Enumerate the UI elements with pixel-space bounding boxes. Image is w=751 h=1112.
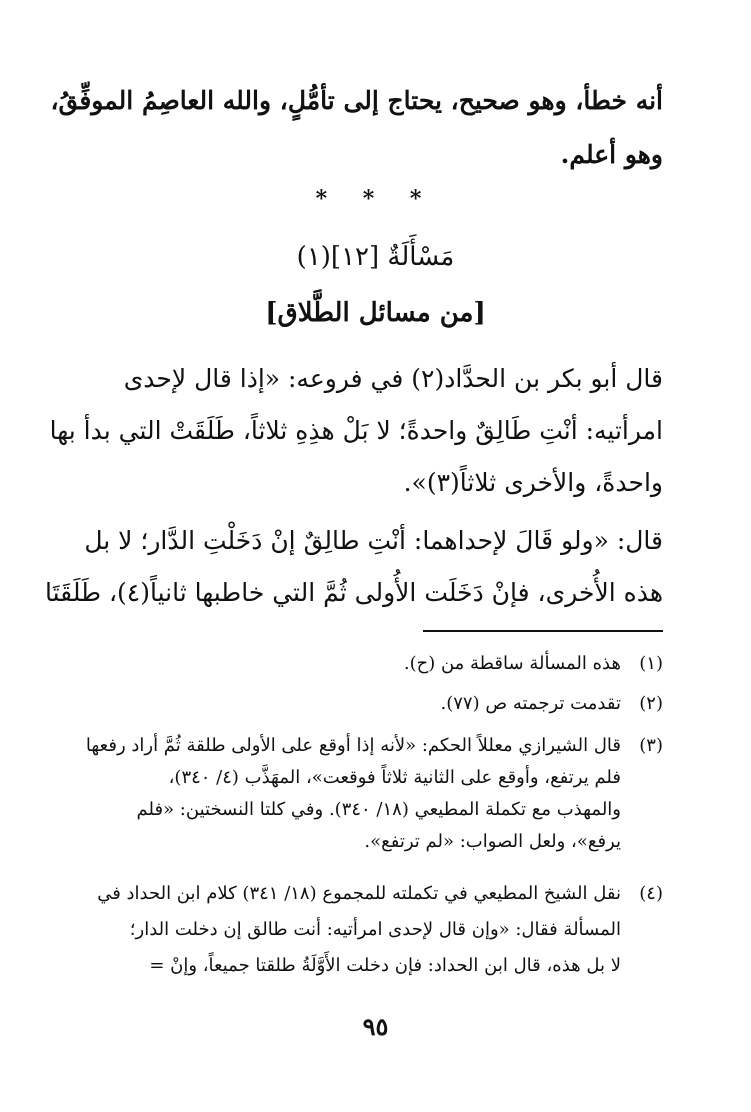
footnote-3 bbox=[85, 732, 663, 760]
masalah-heading: مَسْأَلَةٌ [١٢](١) bbox=[296, 242, 455, 272]
footnote-1 bbox=[88, 650, 663, 678]
separator-stars: * * * bbox=[315, 186, 436, 212]
footnote-text: هذه المسألة ساقطة من (ح). bbox=[403, 653, 621, 674]
footnote-2 bbox=[88, 690, 663, 718]
footnote-separator bbox=[423, 630, 663, 632]
page-number: ٩٥ bbox=[362, 1012, 389, 1041]
footnote-4 bbox=[88, 880, 663, 908]
body-line-2: امرأتيه: أنْتِ طَالِقٌ واحدةً؛ لا بَلْ هذِهِ ثلاثاً، طَلَقَتْ التي بدأ بها bbox=[49, 416, 663, 445]
footnote-4-line-2: المسألة فقال: «وإن قال لإحدى امرأتيه: أنت طالق إن دخلت الدار؛ bbox=[129, 919, 621, 940]
footnote-number: (٤) bbox=[639, 883, 663, 904]
footnote-number: (٢) bbox=[639, 693, 663, 714]
intro-line-1: أنه خطأ، وهو صحيح، يحتاج إلى تأمُّلٍ، والله العاصِمُ الموفِّقُ، bbox=[50, 86, 663, 115]
section-title: [من مسائل الطَّلاق] bbox=[265, 298, 486, 328]
body-line-3: واحدةً، والأخرى ثلاثاً(٣)». bbox=[403, 468, 663, 497]
footnote-3-line-2: فلم يرتفع، وأوقع على الثانية ثلاثاً فوقعت»، المهَذَّب (٤/ ٣٤٠)، bbox=[168, 767, 621, 788]
intro-line-2: وهو أعلم. bbox=[560, 140, 663, 169]
footnote-text: نقل الشيخ المطيعي في تكملته للمجموع (١٨/ ٣٤١) كلام ابن الحداد في bbox=[97, 883, 621, 904]
body-line-5: هذه الأُخرى، فإنْ دَخَلَت الأُولى ثُمَّ التي خاطبها ثانياً(٤)، طَلَقَتَا bbox=[45, 578, 663, 607]
footnote-4-line-3: لا بل هذه، قال ابن الحداد: فإن دخلت الأَوَّلَةُ طلقتا جميعاً، وإنْ = bbox=[149, 955, 621, 976]
footnote-number: (٣) bbox=[639, 735, 663, 756]
footnote-3-line-4: يرفع»، ولعل الصواب: «لم ترتفع». bbox=[364, 831, 621, 852]
footnote-text: تقدمت ترجمته ص (٧٧). bbox=[440, 693, 621, 714]
footnote-3-line-3: والمهذب مع تكملة المطيعي (١٨/ ٣٤٠). وفي كلتا النسختين: «فلم bbox=[136, 799, 621, 820]
footnote-text: قال الشيرازي معللاً الحكم: «لأنه إذا أوقع على الأولى طلقة ثُمَّ أراد رفعها bbox=[85, 735, 621, 756]
footnote-number: (١) bbox=[639, 653, 663, 674]
body-line-4: قال: «ولو قَالَ لإحداهما: أنْتِ طالِقٌ إنْ دَخَلْتِ الدَّار؛ لا بل bbox=[84, 526, 663, 555]
body-line-1: قال أبو بكر بن الحدَّاد(٢) في فروعه: «إذا قال لإحدى bbox=[123, 364, 663, 393]
